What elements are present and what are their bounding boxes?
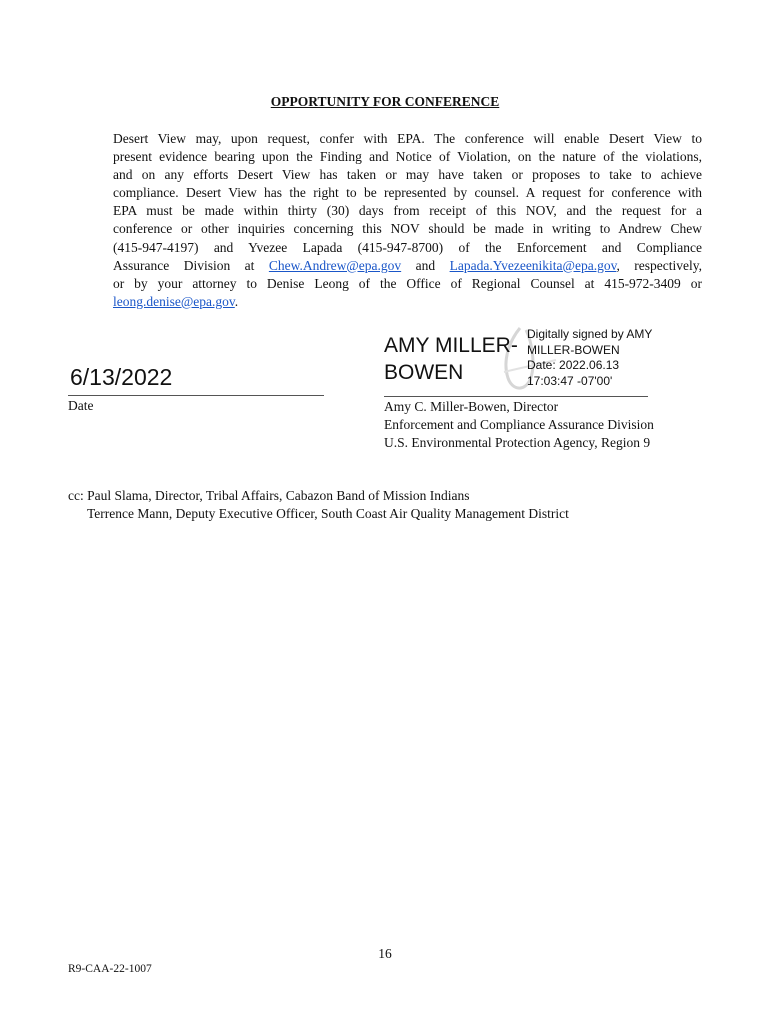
paragraph-text: . <box>234 293 239 309</box>
signature-detail-line: Digitally signed by AMY <box>527 327 653 341</box>
signer-division: Enforcement and Compliance Assurance Division <box>384 417 654 433</box>
date-value: 6/13/2022 <box>70 364 173 390</box>
signer-name: Amy C. Miller-Bowen, Director <box>384 399 559 414</box>
paragraph-line: Desert View may, upon request, confer with EPA. The conference will enable Desert View to <box>113 131 702 146</box>
signature-name-line: BOWEN <box>384 361 464 384</box>
signature-name-line: AMY MILLER- <box>384 334 518 357</box>
page-number: 16 <box>378 946 392 961</box>
paragraph-line <box>113 257 702 275</box>
paragraph-line: (415-947-4197) and Yvezee Lapada (415-947-8700) of the Enforcement and Compliance <box>113 239 702 255</box>
paragraph-line: conference or other inquiries concerning this NOV should be made in writing to Andrew Chew <box>113 221 702 237</box>
signature-name <box>384 332 518 386</box>
signer-block <box>384 398 654 453</box>
paragraph-line: present evidence bearing upon the Finding and Notice of Violation, on the nature of the violations, <box>113 149 702 165</box>
paragraph-line: and on any efforts Desert View has taken or may have taken or proposes to take to achieve <box>113 167 702 183</box>
signature-detail-line: MILLER-BOWEN <box>527 342 620 357</box>
signature-detail-line: 17:03:47 -07'00' <box>527 373 613 388</box>
section-heading: OPPORTUNITY FOR CONFERENCE <box>270 94 500 109</box>
conference-paragraph <box>113 130 702 311</box>
date-label: Date <box>68 398 94 413</box>
paragraph-line <box>113 293 702 311</box>
signature-underline <box>384 396 648 397</box>
paragraph-line: EPA must be made within thirty (30) days from receipt of this NOV, and the request for a <box>113 203 702 219</box>
paragraph-line: or by your attorney to Denise Leong of the Office of Regional Counsel at 415-972-3409 or <box>113 275 702 291</box>
cc-list <box>68 487 569 523</box>
cc-line: Terrence Mann, Deputy Executive Officer, South Coast Air Quality Management District <box>87 506 569 522</box>
email-link-chew[interactable]: Chew.Andrew@epa.gov <box>268 257 402 273</box>
date-underline <box>68 395 324 396</box>
email-link-leong[interactable]: leong.denise@epa.gov <box>113 293 235 309</box>
paragraph-text: and <box>415 257 436 273</box>
paragraph-text: Assurance Division at <box>113 257 255 273</box>
paragraph-text: , respectively, <box>616 257 703 273</box>
paragraph-line: compliance. Desert View has the right to be represented by counsel. A request for conference with <box>113 185 702 201</box>
cc-line: cc: Paul Slama, Director, Tribal Affairs, Cabazon Band of Mission Indians <box>68 488 470 503</box>
email-link-lapada[interactable]: Lapada.Yvezeenikita@epa.gov <box>449 257 617 273</box>
signer-agency: U.S. Environmental Protection Agency, Region 9 <box>384 435 651 451</box>
signature-detail-line: Date: 2022.06.13 <box>527 358 620 372</box>
document-id: R9-CAA-22-1007 <box>68 963 152 975</box>
digital-signature-details <box>527 327 652 389</box>
